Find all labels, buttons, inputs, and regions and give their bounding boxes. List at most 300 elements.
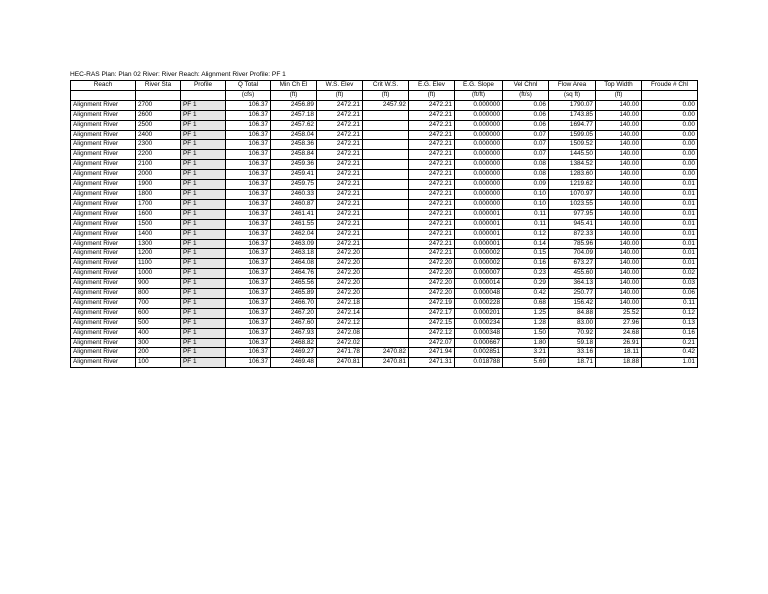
cell-flow-area: 1445.50 xyxy=(549,150,596,160)
cell-top-width: 140.00 xyxy=(596,110,642,120)
cell-ws-elev: 2472.02 xyxy=(317,338,363,348)
cell-reach: Alignment River xyxy=(71,130,136,140)
cell-profile: PF 1 xyxy=(181,328,226,338)
cell-eg-slope: 0.000000 xyxy=(455,130,503,140)
cell-profile: PF 1 xyxy=(181,199,226,209)
cell-reach: Alignment River xyxy=(71,160,136,170)
cell-river-sta: 2600 xyxy=(136,110,181,120)
cell-profile: PF 1 xyxy=(181,269,226,279)
column-header-ws-elev: W.S. Elev xyxy=(317,81,363,91)
cell-flow-area: 1790.07 xyxy=(549,100,596,110)
cell-q-total: 106.37 xyxy=(226,348,271,358)
cell-froude-chl: 0.12 xyxy=(642,308,698,318)
cell-q-total: 106.37 xyxy=(226,279,271,289)
cell-river-sta: 600 xyxy=(136,308,181,318)
cell-top-width: 140.00 xyxy=(596,160,642,170)
cell-flow-area: 70.92 xyxy=(549,328,596,338)
table-row xyxy=(71,338,698,348)
cell-top-width: 140.00 xyxy=(596,259,642,269)
column-unit-profile xyxy=(181,90,226,100)
cell-min-ch-el: 2456.89 xyxy=(271,100,317,110)
cell-q-total: 106.37 xyxy=(226,298,271,308)
cell-eg-elev: 2472.21 xyxy=(409,100,455,110)
cell-froude-chl: 0.01 xyxy=(642,259,698,269)
cell-top-width: 140.00 xyxy=(596,150,642,160)
cell-profile: PF 1 xyxy=(181,120,226,130)
cell-eg-slope: 0.000000 xyxy=(455,140,503,150)
cell-reach: Alignment River xyxy=(71,110,136,120)
cell-froude-chl: 0.00 xyxy=(642,100,698,110)
cell-vel-chnl: 5.69 xyxy=(503,358,549,368)
cell-top-width: 140.00 xyxy=(596,130,642,140)
cell-froude-chl: 0.01 xyxy=(642,180,698,190)
cell-froude-chl: 0.01 xyxy=(642,199,698,209)
cell-froude-chl: 0.01 xyxy=(642,209,698,219)
column-header-vel-chnl: Vel Chnl xyxy=(503,81,549,91)
cell-river-sta: 900 xyxy=(136,279,181,289)
cell-river-sta: 2500 xyxy=(136,120,181,130)
cell-vel-chnl: 0.07 xyxy=(503,140,549,150)
column-unit-min-ch-el: (ft) xyxy=(271,90,317,100)
cell-crit-ws xyxy=(363,328,409,338)
cell-q-total: 106.37 xyxy=(226,150,271,160)
cell-top-width: 140.00 xyxy=(596,199,642,209)
cell-eg-slope: 0.000000 xyxy=(455,160,503,170)
cell-min-ch-el: 2457.62 xyxy=(271,120,317,130)
cell-eg-slope: 0.000048 xyxy=(455,289,503,299)
column-unit-crit-ws: (ft) xyxy=(363,90,409,100)
cell-flow-area: 977.95 xyxy=(549,209,596,219)
cell-profile: PF 1 xyxy=(181,259,226,269)
cell-froude-chl: 0.16 xyxy=(642,328,698,338)
cell-froude-chl: 0.02 xyxy=(642,269,698,279)
cell-profile: PF 1 xyxy=(181,209,226,219)
table-row xyxy=(71,308,698,318)
cell-ws-elev: 2472.08 xyxy=(317,328,363,338)
cell-reach: Alignment River xyxy=(71,189,136,199)
cell-crit-ws xyxy=(363,219,409,229)
cell-vel-chnl: 0.08 xyxy=(503,160,549,170)
cell-river-sta: 1400 xyxy=(136,229,181,239)
cell-min-ch-el: 2461.41 xyxy=(271,209,317,219)
column-header-eg-elev: E.G. Elev xyxy=(409,81,455,91)
table-row xyxy=(71,209,698,219)
cell-vel-chnl: 0.10 xyxy=(503,199,549,209)
cell-profile: PF 1 xyxy=(181,110,226,120)
cell-ws-elev: 2472.18 xyxy=(317,298,363,308)
cell-river-sta: 800 xyxy=(136,289,181,299)
cell-eg-slope: 0.000000 xyxy=(455,189,503,199)
cell-eg-slope: 0.002851 xyxy=(455,348,503,358)
cell-reach: Alignment River xyxy=(71,140,136,150)
cell-ws-elev: 2472.20 xyxy=(317,289,363,299)
cell-min-ch-el: 2467.93 xyxy=(271,328,317,338)
cell-vel-chnl: 0.11 xyxy=(503,209,549,219)
table-row xyxy=(71,100,698,110)
cell-eg-elev: 2472.21 xyxy=(409,209,455,219)
cell-river-sta: 2000 xyxy=(136,170,181,180)
cell-vel-chnl: 0.06 xyxy=(503,110,549,120)
cell-river-sta: 1500 xyxy=(136,219,181,229)
cell-crit-ws: 2470.82 xyxy=(363,348,409,358)
cell-eg-elev: 2471.31 xyxy=(409,358,455,368)
cell-profile: PF 1 xyxy=(181,100,226,110)
cell-crit-ws xyxy=(363,130,409,140)
cell-top-width: 140.00 xyxy=(596,239,642,249)
cell-river-sta: 2400 xyxy=(136,130,181,140)
cell-reach: Alignment River xyxy=(71,318,136,328)
cell-top-width: 140.00 xyxy=(596,269,642,279)
cell-eg-slope: 0.018788 xyxy=(455,358,503,368)
cell-crit-ws xyxy=(363,189,409,199)
cell-profile: PF 1 xyxy=(181,289,226,299)
cell-ws-elev: 2472.14 xyxy=(317,308,363,318)
cell-flow-area: 1743.85 xyxy=(549,110,596,120)
cell-top-width: 140.00 xyxy=(596,140,642,150)
cell-eg-elev: 2472.21 xyxy=(409,130,455,140)
table-row xyxy=(71,259,698,269)
table-row xyxy=(71,229,698,239)
cell-reach: Alignment River xyxy=(71,229,136,239)
cell-froude-chl: 0.01 xyxy=(642,249,698,259)
column-header-reach: Reach xyxy=(71,81,136,91)
cell-flow-area: 156.42 xyxy=(549,298,596,308)
cell-ws-elev: 2472.21 xyxy=(317,140,363,150)
cell-crit-ws xyxy=(363,199,409,209)
column-header-crit-ws: Crit W.S. xyxy=(363,81,409,91)
cell-q-total: 106.37 xyxy=(226,249,271,259)
cell-min-ch-el: 2468.82 xyxy=(271,338,317,348)
cell-river-sta: 2200 xyxy=(136,150,181,160)
column-header-flow-area: Flow Area xyxy=(549,81,596,91)
cell-min-ch-el: 2467.60 xyxy=(271,318,317,328)
cell-reach: Alignment River xyxy=(71,259,136,269)
cell-crit-ws xyxy=(363,140,409,150)
cell-froude-chl: 0.06 xyxy=(642,289,698,299)
cell-profile: PF 1 xyxy=(181,308,226,318)
cell-river-sta: 1200 xyxy=(136,249,181,259)
cell-min-ch-el: 2469.48 xyxy=(271,358,317,368)
cell-q-total: 106.37 xyxy=(226,160,271,170)
cell-min-ch-el: 2459.75 xyxy=(271,180,317,190)
table-row xyxy=(71,199,698,209)
cell-q-total: 106.37 xyxy=(226,189,271,199)
cell-profile: PF 1 xyxy=(181,170,226,180)
cell-froude-chl: 0.11 xyxy=(642,298,698,308)
cell-min-ch-el: 2458.04 xyxy=(271,130,317,140)
column-unit-reach xyxy=(71,90,136,100)
cell-eg-elev: 2472.21 xyxy=(409,180,455,190)
cell-ws-elev: 2472.21 xyxy=(317,160,363,170)
cell-froude-chl: 0.42 xyxy=(642,348,698,358)
table-body xyxy=(71,100,698,367)
cell-q-total: 106.37 xyxy=(226,170,271,180)
cell-eg-elev: 2472.21 xyxy=(409,199,455,209)
cell-eg-elev: 2472.20 xyxy=(409,259,455,269)
cell-ws-elev: 2472.20 xyxy=(317,279,363,289)
cell-river-sta: 1100 xyxy=(136,259,181,269)
cell-top-width: 140.00 xyxy=(596,229,642,239)
cell-eg-elev: 2472.21 xyxy=(409,249,455,259)
cell-flow-area: 1694.77 xyxy=(549,120,596,130)
cell-eg-elev: 2472.07 xyxy=(409,338,455,348)
column-header-top-width: Top Width xyxy=(596,81,642,91)
cell-reach: Alignment River xyxy=(71,199,136,209)
cell-crit-ws xyxy=(363,279,409,289)
cell-vel-chnl: 0.14 xyxy=(503,239,549,249)
cell-eg-slope: 0.000000 xyxy=(455,180,503,190)
cell-q-total: 106.37 xyxy=(226,219,271,229)
cell-froude-chl: 0.21 xyxy=(642,338,698,348)
cell-river-sta: 1900 xyxy=(136,180,181,190)
cell-profile: PF 1 xyxy=(181,239,226,249)
table-row xyxy=(71,189,698,199)
cell-vel-chnl: 0.23 xyxy=(503,269,549,279)
cell-top-width: 140.00 xyxy=(596,298,642,308)
column-unit-q-total: (cfs) xyxy=(226,90,271,100)
hec-ras-profile-table xyxy=(70,80,698,368)
cell-q-total: 106.37 xyxy=(226,259,271,269)
cell-crit-ws xyxy=(363,150,409,160)
cell-froude-chl: 1.01 xyxy=(642,358,698,368)
cell-vel-chnl: 1.50 xyxy=(503,328,549,338)
cell-froude-chl: 0.00 xyxy=(642,160,698,170)
cell-vel-chnl: 0.15 xyxy=(503,249,549,259)
cell-flow-area: 250.77 xyxy=(549,289,596,299)
cell-flow-area: 1023.55 xyxy=(549,199,596,209)
column-unit-river-sta xyxy=(136,90,181,100)
cell-froude-chl: 0.00 xyxy=(642,130,698,140)
cell-min-ch-el: 2460.33 xyxy=(271,189,317,199)
cell-river-sta: 400 xyxy=(136,328,181,338)
cell-profile: PF 1 xyxy=(181,279,226,289)
cell-reach: Alignment River xyxy=(71,100,136,110)
cell-profile: PF 1 xyxy=(181,189,226,199)
cell-top-width: 140.00 xyxy=(596,289,642,299)
cell-reach: Alignment River xyxy=(71,338,136,348)
cell-froude-chl: 0.00 xyxy=(642,110,698,120)
cell-vel-chnl: 0.06 xyxy=(503,120,549,130)
cell-vel-chnl: 0.08 xyxy=(503,170,549,180)
cell-min-ch-el: 2465.56 xyxy=(271,279,317,289)
cell-q-total: 106.37 xyxy=(226,308,271,318)
cell-eg-elev: 2472.21 xyxy=(409,239,455,249)
cell-eg-slope: 0.000001 xyxy=(455,229,503,239)
cell-top-width: 27.96 xyxy=(596,318,642,328)
cell-river-sta: 1000 xyxy=(136,269,181,279)
cell-ws-elev: 2472.21 xyxy=(317,170,363,180)
cell-river-sta: 1700 xyxy=(136,199,181,209)
cell-profile: PF 1 xyxy=(181,298,226,308)
cell-eg-elev: 2472.21 xyxy=(409,150,455,160)
cell-eg-slope: 0.000014 xyxy=(455,279,503,289)
cell-profile: PF 1 xyxy=(181,160,226,170)
cell-reach: Alignment River xyxy=(71,170,136,180)
table-row xyxy=(71,180,698,190)
table-row xyxy=(71,160,698,170)
cell-crit-ws xyxy=(363,298,409,308)
cell-ws-elev: 2472.21 xyxy=(317,229,363,239)
cell-top-width: 140.00 xyxy=(596,189,642,199)
cell-min-ch-el: 2462.04 xyxy=(271,229,317,239)
cell-crit-ws xyxy=(363,160,409,170)
cell-eg-elev: 2472.15 xyxy=(409,318,455,328)
cell-min-ch-el: 2464.08 xyxy=(271,259,317,269)
cell-min-ch-el: 2469.27 xyxy=(271,348,317,358)
cell-river-sta: 700 xyxy=(136,298,181,308)
cell-froude-chl: 0.13 xyxy=(642,318,698,328)
cell-eg-elev: 2472.20 xyxy=(409,279,455,289)
cell-q-total: 106.37 xyxy=(226,358,271,368)
cell-eg-slope: 0.000667 xyxy=(455,338,503,348)
cell-vel-chnl: 0.42 xyxy=(503,289,549,299)
cell-min-ch-el: 2459.36 xyxy=(271,160,317,170)
cell-flow-area: 704.09 xyxy=(549,249,596,259)
cell-eg-slope: 0.000002 xyxy=(455,249,503,259)
cell-crit-ws: 2457.92 xyxy=(363,100,409,110)
cell-flow-area: 673.27 xyxy=(549,259,596,269)
cell-froude-chl: 0.01 xyxy=(642,219,698,229)
cell-top-width: 140.00 xyxy=(596,249,642,259)
table-row xyxy=(71,298,698,308)
cell-eg-slope: 0.000000 xyxy=(455,170,503,180)
cell-top-width: 140.00 xyxy=(596,180,642,190)
cell-min-ch-el: 2464.76 xyxy=(271,269,317,279)
cell-reach: Alignment River xyxy=(71,249,136,259)
cell-crit-ws xyxy=(363,209,409,219)
cell-ws-elev: 2472.12 xyxy=(317,318,363,328)
cell-crit-ws xyxy=(363,110,409,120)
table-row xyxy=(71,150,698,160)
column-header-eg-slope: E.G. Slope xyxy=(455,81,503,91)
cell-eg-slope: 0.000000 xyxy=(455,110,503,120)
cell-froude-chl: 0.01 xyxy=(642,189,698,199)
cell-reach: Alignment River xyxy=(71,308,136,318)
cell-min-ch-el: 2467.20 xyxy=(271,308,317,318)
cell-vel-chnl: 0.10 xyxy=(503,189,549,199)
cell-q-total: 106.37 xyxy=(226,209,271,219)
cell-q-total: 106.37 xyxy=(226,140,271,150)
cell-crit-ws xyxy=(363,338,409,348)
cell-flow-area: 18.71 xyxy=(549,358,596,368)
column-header-min-ch-el: Min Ch El xyxy=(271,81,317,91)
cell-reach: Alignment River xyxy=(71,298,136,308)
cell-froude-chl: 0.01 xyxy=(642,229,698,239)
column-unit-flow-area: (sq ft) xyxy=(549,90,596,100)
cell-profile: PF 1 xyxy=(181,150,226,160)
cell-ws-elev: 2472.21 xyxy=(317,219,363,229)
cell-profile: PF 1 xyxy=(181,358,226,368)
cell-ws-elev: 2472.21 xyxy=(317,130,363,140)
cell-ws-elev: 2471.78 xyxy=(317,348,363,358)
cell-reach: Alignment River xyxy=(71,269,136,279)
cell-ws-elev: 2472.20 xyxy=(317,269,363,279)
column-unit-eg-elev: (ft) xyxy=(409,90,455,100)
cell-eg-elev: 2472.21 xyxy=(409,170,455,180)
cell-q-total: 106.37 xyxy=(226,229,271,239)
cell-q-total: 106.37 xyxy=(226,130,271,140)
cell-ws-elev: 2472.21 xyxy=(317,120,363,130)
cell-ws-elev: 2472.21 xyxy=(317,209,363,219)
cell-vel-chnl: 1.25 xyxy=(503,308,549,318)
cell-top-width: 24.68 xyxy=(596,328,642,338)
cell-eg-elev: 2472.20 xyxy=(409,269,455,279)
cell-crit-ws xyxy=(363,180,409,190)
table-row xyxy=(71,110,698,120)
cell-flow-area: 785.96 xyxy=(549,239,596,249)
cell-eg-slope: 0.000348 xyxy=(455,328,503,338)
table-row xyxy=(71,328,698,338)
cell-profile: PF 1 xyxy=(181,180,226,190)
cell-eg-slope: 0.000000 xyxy=(455,150,503,160)
cell-flow-area: 364.13 xyxy=(549,279,596,289)
cell-river-sta: 300 xyxy=(136,338,181,348)
cell-min-ch-el: 2461.55 xyxy=(271,219,317,229)
header-row xyxy=(71,81,698,91)
cell-flow-area: 455.60 xyxy=(549,269,596,279)
cell-profile: PF 1 xyxy=(181,140,226,150)
cell-eg-elev: 2472.20 xyxy=(409,289,455,299)
cell-profile: PF 1 xyxy=(181,338,226,348)
cell-vel-chnl: 0.06 xyxy=(503,100,549,110)
cell-river-sta: 1800 xyxy=(136,189,181,199)
units-row xyxy=(71,90,698,100)
cell-flow-area: 1599.05 xyxy=(549,130,596,140)
cell-min-ch-el: 2458.84 xyxy=(271,150,317,160)
cell-eg-slope: 0.000001 xyxy=(455,239,503,249)
cell-flow-area: 83.00 xyxy=(549,318,596,328)
cell-river-sta: 100 xyxy=(136,358,181,368)
cell-ws-elev: 2472.21 xyxy=(317,100,363,110)
table-row xyxy=(71,130,698,140)
cell-reach: Alignment River xyxy=(71,328,136,338)
cell-froude-chl: 0.00 xyxy=(642,170,698,180)
cell-eg-slope: 0.000000 xyxy=(455,120,503,130)
cell-crit-ws xyxy=(363,170,409,180)
cell-top-width: 140.00 xyxy=(596,209,642,219)
cell-ws-elev: 2472.21 xyxy=(317,199,363,209)
cell-eg-elev: 2471.94 xyxy=(409,348,455,358)
cell-eg-slope: 0.000201 xyxy=(455,308,503,318)
cell-ws-elev: 2472.21 xyxy=(317,150,363,160)
table-header xyxy=(71,81,698,101)
cell-reach: Alignment River xyxy=(71,209,136,219)
cell-reach: Alignment River xyxy=(71,180,136,190)
cell-ws-elev: 2472.21 xyxy=(317,110,363,120)
cell-q-total: 106.37 xyxy=(226,269,271,279)
table-row xyxy=(71,120,698,130)
cell-eg-slope: 0.000001 xyxy=(455,209,503,219)
cell-river-sta: 200 xyxy=(136,348,181,358)
cell-froude-chl: 0.00 xyxy=(642,150,698,160)
cell-q-total: 106.37 xyxy=(226,180,271,190)
table-row xyxy=(71,269,698,279)
cell-min-ch-el: 2460.87 xyxy=(271,199,317,209)
table-row xyxy=(71,219,698,229)
cell-vel-chnl: 3.21 xyxy=(503,348,549,358)
cell-eg-elev: 2472.21 xyxy=(409,219,455,229)
cell-crit-ws xyxy=(363,259,409,269)
cell-ws-elev: 2472.21 xyxy=(317,239,363,249)
column-unit-froude-chl xyxy=(642,90,698,100)
cell-min-ch-el: 2459.41 xyxy=(271,170,317,180)
cell-vel-chnl: 1.28 xyxy=(503,318,549,328)
cell-reach: Alignment River xyxy=(71,358,136,368)
cell-ws-elev: 2472.21 xyxy=(317,189,363,199)
table-row xyxy=(71,140,698,150)
cell-crit-ws xyxy=(363,308,409,318)
column-unit-ws-elev: (ft) xyxy=(317,90,363,100)
